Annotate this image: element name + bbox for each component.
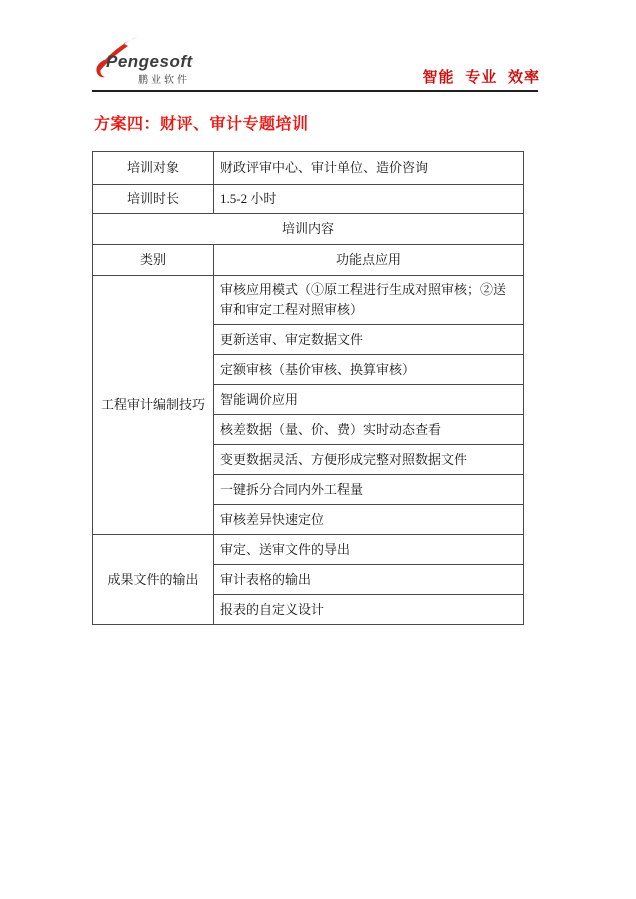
item-cell: 审核应用模式（①原工程进行生成对照审核；②送审和审定工程对照审核）	[214, 276, 524, 325]
item-cell: 定额审核（基价审核、换算审核）	[214, 355, 524, 385]
item-cell: 报表的自定义设计	[214, 595, 524, 625]
item-cell: 变更数据灵活、方便形成完整对照数据文件	[214, 445, 524, 475]
item-cell: 智能调价应用	[214, 385, 524, 415]
brand-name-cn: 鹏业软件	[138, 75, 190, 86]
category-header-cell: 类别	[93, 245, 214, 276]
item-cell: 更新送审、审定数据文件	[214, 325, 524, 355]
page-title: 方案四：财评、审计专题培训	[94, 116, 309, 133]
info-label-cell: 培训对象	[93, 152, 214, 185]
item-cell: 审计表格的输出	[214, 565, 524, 595]
brand-name: Pengesoft	[106, 52, 193, 71]
item-cell: 审核差异快速定位	[214, 505, 524, 535]
category-cell: 工程审计编制技巧	[93, 276, 214, 535]
section-header-cell: 培训内容	[93, 214, 524, 245]
item-cell: 审定、送审文件的导出	[214, 535, 524, 565]
item-cell: 核差数据（量、价、费）实时动态查看	[214, 415, 524, 445]
function-header-cell: 功能点应用	[214, 245, 524, 276]
item-cell: 一键拆分合同内外工程量	[214, 475, 524, 505]
info-value-cell: 1.5-2 小时	[214, 185, 524, 214]
category-cell: 成果文件的输出	[93, 535, 214, 625]
header-divider	[92, 90, 538, 92]
info-label-cell: 培训时长	[93, 185, 214, 214]
slogan-text: 智能 专业 效率	[422, 70, 540, 86]
info-value-cell: 财政评审中心、审计单位、造价咨询	[214, 152, 524, 185]
training-table	[92, 151, 524, 625]
